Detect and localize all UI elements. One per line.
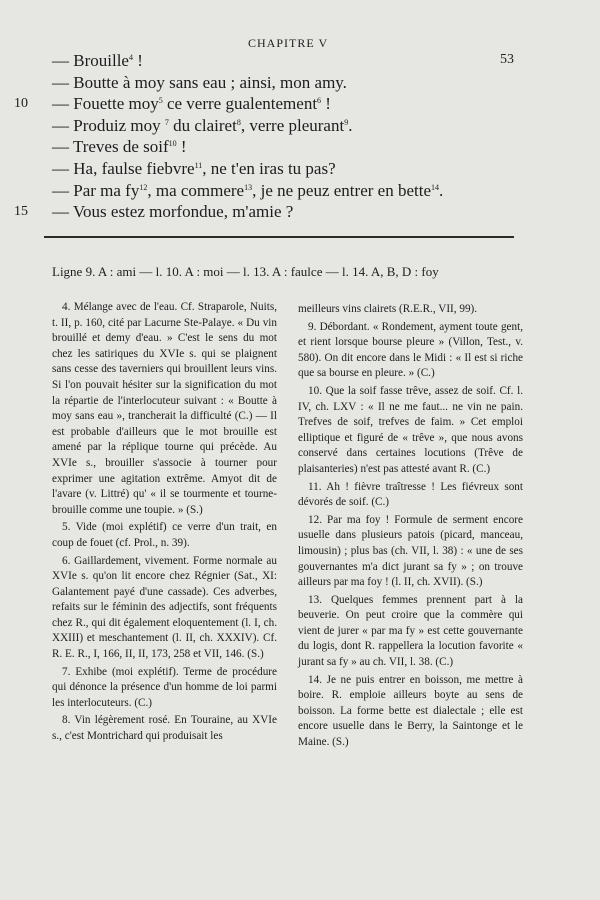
- footnote: 8. Vin légèrement rosé. En Touraine, au XVIe s., c'est Montrichard qui produisait les: [52, 714, 277, 743]
- footnote-marker: 4: [128, 53, 133, 62]
- footnote: 11. Ah ! fièvre traîtresse ! Les fiévreux sont dévorés de soif. (C.): [298, 480, 523, 509]
- verse-text: !: [176, 137, 187, 157]
- footnote: 6. Gaillardement, vivement. Forme normale au XVIe s. qu'on lit encore chez Régnier (Sat., XI: Galantement payé d'une cassade). Ces adverbes, refaits sur le féminin des adjectifs, sont fréquents chez R., qui dit également eloquentement (l. I, ch. XXIII) et meschantement (l. II, ch. XXXIV). Cf. R. E. R., I, 166, II, II, 173, 258 et VII, 146. (S.): [52, 554, 277, 661]
- verse-text: ce verre gualentement: [162, 94, 318, 114]
- verse-text: , ne t'en iras tu pas?: [202, 158, 336, 178]
- footnote-marker: 8: [236, 117, 241, 127]
- footnote: 14. Je ne puis entrer en boisson, me mettre à boire. R. emploie ailleurs boyte au sens de boisson. La forme bette est dialectale ; elle est encore usuelle dans le Berry, la Saintonge et le Maine. (S.): [298, 673, 523, 749]
- verse-line: [52, 136, 522, 158]
- verse-block: [14, 50, 522, 223]
- footnote-marker: 6: [317, 96, 322, 106]
- verse-line: [14, 201, 522, 223]
- footnote-marker: 5: [158, 96, 163, 106]
- verse-line: [52, 180, 522, 202]
- verse-text: .: [348, 115, 353, 135]
- footnote: 9. Débordant. « Rondement, ayment toute gent, et rient lorsque bourse pleure » (Villon, Test., v. 580). On dit encore dans le Midi : « Il est si riche que sa bourse en pleure. » (C.): [298, 320, 523, 380]
- verse-text: — Boutte à moy sans eau ; ainsi, mon amy.: [52, 72, 347, 92]
- notes-column-right: [298, 302, 523, 753]
- verse-line: [52, 72, 522, 94]
- line-number: 10: [14, 96, 28, 112]
- footnote-marker: 9: [344, 117, 349, 127]
- verse-line: [14, 93, 522, 115]
- verse-text: du clairet: [168, 115, 237, 135]
- footnote: 5. Vide (moi explétif) ce verre d'un trait, en coup de fouet (cf. Prol., n. 39).: [52, 521, 277, 549]
- footnote-marker: 13: [244, 182, 253, 192]
- verse-text: — Fouette moy: [52, 94, 159, 114]
- verse-text: !: [132, 51, 143, 70]
- footnote: 12. Par ma foy ! Formule de serment encore usuelle dans plusieurs patois (picard, manceau, limousin) ; plus bas (ch. VII, l. 38) : « une de ses gouvernantes m'a dict jurant sa fy » ; on trouve ailleurs par ma foy ! (l. II, ch. XVII). (S.): [298, 513, 523, 589]
- variant-readings: Ligne 9. A : ami — l. 10. A : moi — l. 13. A : faulce — l. 14. A, B, D : foy: [52, 264, 439, 279]
- verse-text: — Treves de soif: [52, 137, 169, 157]
- footnote-marker: 10: [168, 139, 177, 149]
- page-number: 53: [500, 52, 514, 67]
- verse-text: — Produiz moy: [52, 115, 165, 135]
- verse-text: , ma commere: [147, 180, 245, 200]
- horizontal-rule: [44, 236, 514, 238]
- chapter-heading: CHAPITRE V: [248, 36, 329, 50]
- line-number: 15: [14, 204, 28, 220]
- verse-text: , je ne peuz entrer en bette: [252, 180, 431, 200]
- footnote: 4. Mélange avec de l'eau. Cf. Straparole, Nuits, t. II, p. 160, cité par Lacurne Ste-Palaye. « Du vin brouillé et demy d'eau. » C'est le sens du mot chez les satiriques du XVIe s. qui se plaignent sans cesse des taverniers qui brouillent leurs vins. Si l'on pouvait hésiter sur la signification du mot la répartie de l'interlocuteur suivant : « Boutte à moy sans eau », trancherait la difficulté (C.) — Il est probable d'ailleurs que le mot brouille est amené par la réplique tourne qui précède. Au XVIe s., brouiller s'associe à tourner pour exprimer une agitation extrême. Amyot dit de l'avare (v. Littré) qu' « il se tourmente et tourne-brouille comme une toupie. » (S.): [52, 301, 277, 516]
- verse-text: !: [321, 94, 331, 114]
- footnote: 13. Quelques femmes prennent part à la beuverie. On peut croire que la commère qui vient de jurer « par ma fy » est cette gouvernante du logis, dont R. rappellera la locution favorite « jurant sa fy » au ch. VII, l. 38. (C.): [298, 593, 523, 669]
- verse-line: [52, 50, 522, 72]
- footnote: meilleurs vins clairets (R.E.R., VII, 99).: [298, 303, 478, 315]
- footnote: 10. Que la soif fasse trêve, assez de soif. Cf. l. IV, ch. LXV : « Il ne me faut... ne vin ne pain. Trefves de soif, trefves de faim. » Cet emploi elliptique et figuré de « trêve », que nous avons conservé dans certaines locutions (Trêve de plaisanteries) n'est pas attesté avant R. (C.): [298, 384, 523, 475]
- footnote-marker: 14: [430, 182, 439, 192]
- footnote-marker: 7: [164, 117, 169, 127]
- verse-line: [52, 115, 522, 137]
- footnote: 7. Exhibe (moi explétif). Terme de procédure qui dénonce la présence d'un homme de loi parmi les interlocuteurs. (C.): [52, 665, 277, 709]
- verse-text: , verre pleurant: [240, 115, 345, 135]
- footnote-marker: 11: [194, 160, 203, 170]
- verse-text: — Par ma fy: [52, 180, 140, 200]
- verse-text: — Ha, faulse fiebvre: [52, 158, 195, 178]
- footnote-marker: 12: [139, 182, 148, 192]
- notes-column-left: [52, 300, 277, 747]
- verse-text: .: [438, 180, 444, 200]
- verse-text: — Brouille: [52, 51, 129, 70]
- verse-line: [52, 158, 522, 180]
- verse-text: — Vous estez morfondue, m'amie ?: [52, 202, 294, 222]
